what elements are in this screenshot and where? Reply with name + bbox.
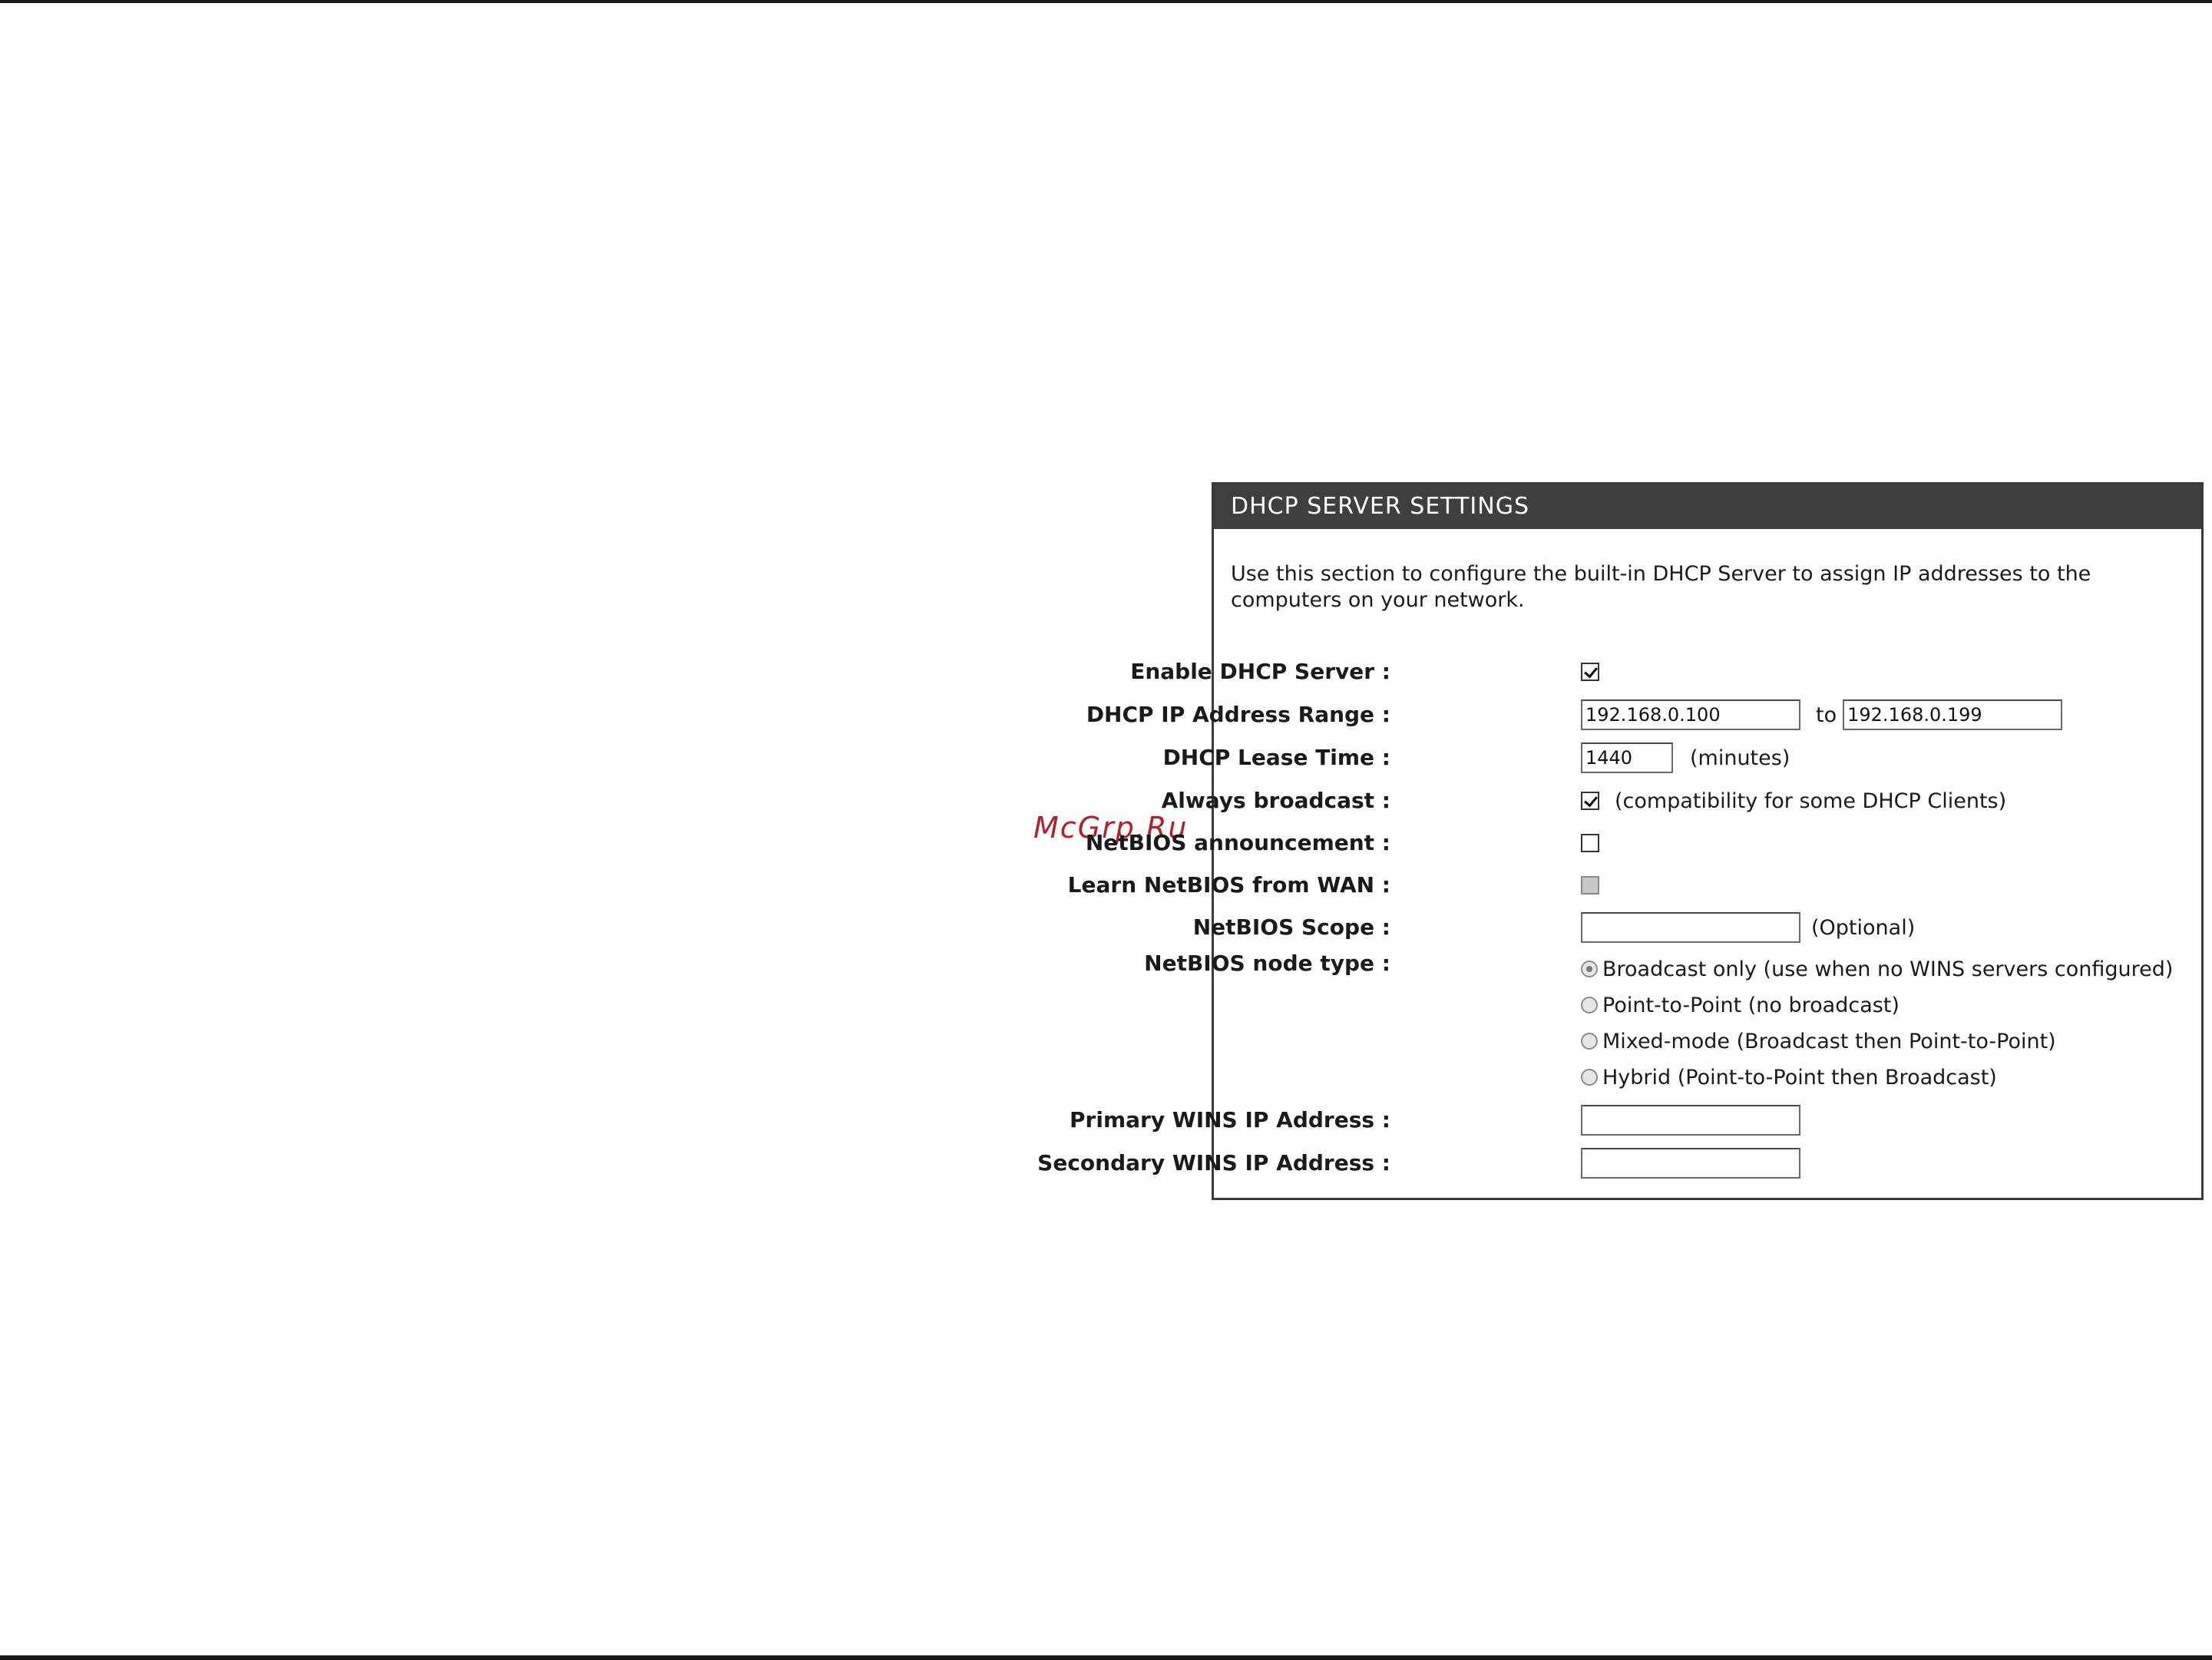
ip-range-end-input[interactable]: 192.168.0.199: [1843, 699, 2062, 730]
primary-wins-input[interactable]: [1581, 1105, 1800, 1136]
radio-mixed-mode-label: Mixed-mode (Broadcast then Point-to-Point): [1602, 1029, 2056, 1053]
row-secondary-wins: [1037, 1146, 2201, 1180]
radio-hybrid[interactable]: [1581, 1069, 1598, 1086]
node-type-option-broadcast[interactable]: [1581, 954, 2173, 984]
radio-point-to-point-label: Point-to-Point (no broadcast): [1602, 993, 1900, 1017]
ip-range-start-input[interactable]: 192.168.0.100: [1581, 699, 1800, 730]
lease-time-label: DHCP Lease Time :: [1162, 745, 1390, 770]
learn-netbios-checkbox[interactable]: [1581, 876, 1599, 894]
enable-dhcp-checkbox[interactable]: [1581, 663, 1599, 681]
ip-range-label: DHCP IP Address Range :: [1086, 702, 1390, 727]
ip-range-to-label: to: [1816, 703, 1837, 727]
row-netbios-scope: [1192, 911, 2201, 944]
netbios-announcement-label: NetBIOS announcement :: [1085, 830, 1390, 855]
row-enable-dhcp: [1130, 655, 2201, 689]
watermark: McGrp.Ru: [1033, 811, 1189, 845]
always-broadcast-note: (compatibility for some DHCP Clients): [1615, 789, 2007, 813]
row-netbios-announcement: [1085, 826, 2201, 860]
netbios-announcement-checkbox[interactable]: [1581, 834, 1599, 852]
enable-dhcp-label: Enable DHCP Server :: [1130, 659, 1390, 684]
radio-mixed-mode[interactable]: [1581, 1033, 1598, 1050]
netbios-scope-input[interactable]: [1581, 912, 1800, 943]
netbios-scope-note: (Optional): [1811, 915, 1916, 940]
top-rule: [0, 0, 2212, 3]
node-type-label: NetBIOS node type :: [1144, 951, 1390, 976]
lease-time-input[interactable]: 1440: [1581, 742, 1673, 773]
secondary-wins-label: Secondary WINS IP Address :: [1037, 1150, 1390, 1176]
learn-netbios-label: Learn NetBIOS from WAN :: [1067, 872, 1390, 898]
node-type-option-hybrid[interactable]: [1581, 1062, 1997, 1093]
always-broadcast-checkbox[interactable]: [1581, 792, 1599, 810]
secondary-wins-input[interactable]: [1581, 1148, 1800, 1179]
radio-point-to-point[interactable]: [1581, 997, 1598, 1014]
row-primary-wins: [1070, 1103, 2201, 1137]
node-type-option-mixed[interactable]: [1581, 1026, 2056, 1057]
radio-broadcast-only-label: Broadcast only (use when no WINS servers configured): [1602, 957, 2174, 981]
bottom-rule: [0, 1655, 2212, 1660]
row-learn-netbios: [1067, 868, 2201, 902]
panel-description: Use this section to configure the built-in DHCP Server to assign IP addresses to the computers on your network.: [1231, 562, 2091, 612]
panel-title: DHCP SERVER SETTINGS: [1214, 484, 2201, 529]
always-broadcast-label: Always broadcast :: [1161, 788, 1390, 813]
row-lease-time: [1162, 741, 2201, 775]
primary-wins-label: Primary WINS IP Address :: [1070, 1107, 1390, 1133]
netbios-scope-label: NetBIOS Scope :: [1192, 914, 1390, 940]
row-always-broadcast: [1161, 784, 2201, 818]
node-type-option-p2p[interactable]: [1581, 990, 1900, 1020]
radio-hybrid-label: Hybrid (Point-to-Point then Broadcast): [1602, 1065, 1997, 1090]
row-ip-range: [1086, 698, 2201, 732]
radio-broadcast-only[interactable]: [1581, 961, 1598, 977]
lease-time-unit: (minutes): [1690, 746, 1790, 770]
